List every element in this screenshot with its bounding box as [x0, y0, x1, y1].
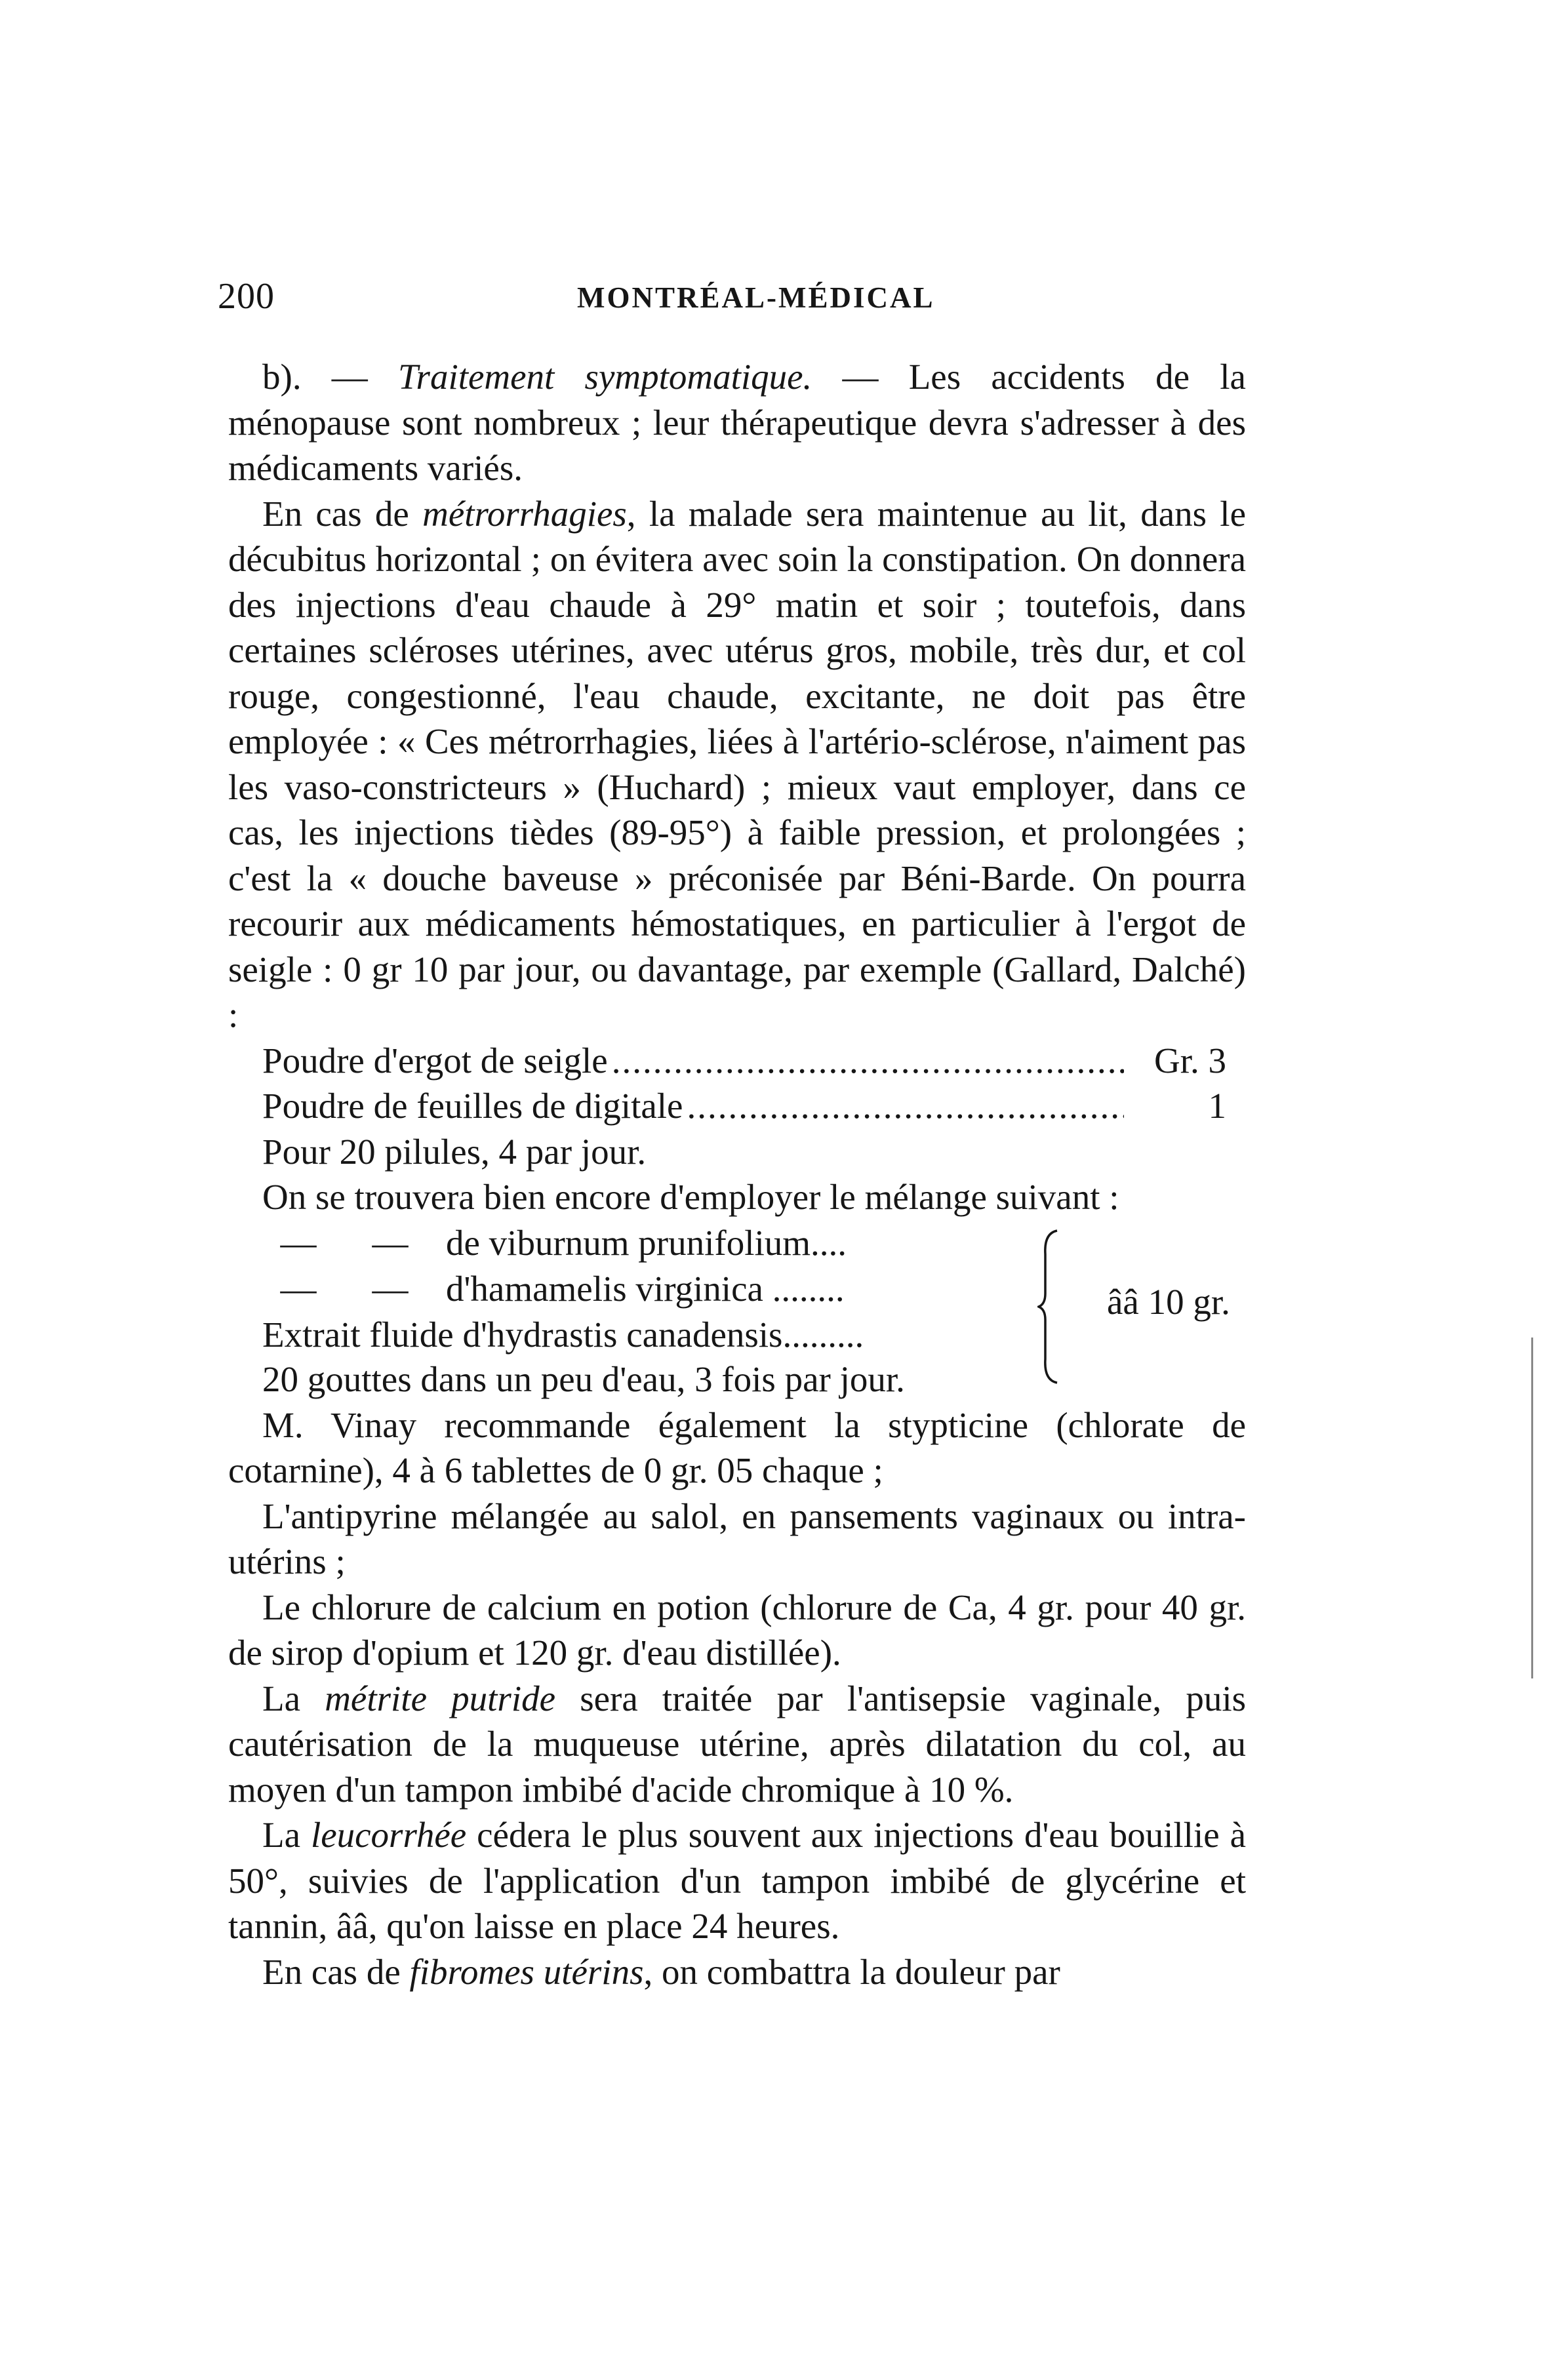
paragraph-text: , on combattra la douleur par — [643, 1951, 1060, 1992]
paragraph-metrite — [228, 1676, 1246, 1813]
emphasis-term: leucorrhée — [310, 1815, 467, 1855]
paragraph-leucorrhee — [228, 1812, 1246, 1949]
formula-row — [262, 1220, 847, 1266]
paragraph-text: sera traitée par l'antisepsie vaginale, puis cautérisation de la muqueuse utérine, après dilatation du col, au moyen d'un tampon imbibé d'acide chromique à 10 %. — [228, 1678, 1247, 1810]
paragraph-text: En cas de — [262, 1951, 410, 1992]
ingredient-quantity: Gr. 3 — [1154, 1040, 1226, 1081]
paragraph-text: — Les accidents de la ménopause sont nombreux ; leur thérapeutique devra s'adresser à des médicaments variés. — [228, 357, 1246, 488]
ditto-dash: — — [280, 1222, 317, 1263]
paragraph-antipyrine: L'antipyrine mélangée au salol, en pansements vaginaux ou intra-utérins ; — [228, 1496, 1246, 1581]
paragraph-text: En cas de — [262, 493, 423, 534]
scan-edge-line — [1531, 1338, 1533, 1678]
ingredient-quantity: 1 — [1208, 1086, 1226, 1126]
dot-leader — [612, 1038, 1124, 1084]
curly-brace-icon — [1037, 1228, 1064, 1385]
prescription-note: Pour 20 pilules, 4 par jour. — [262, 1131, 647, 1172]
paragraph-text: cédera le plus souvent aux injections d'eau bouillie à 50°, suivies de l'application d'un tampon imbibé de glycérine et tannin, ââ, qu'on laisse en place 24 heures. — [228, 1815, 1246, 1946]
paragraph-calcium: Le chlorure de calcium en potion (chlorure de Ca, 4 gr. pour 40 gr. de sirop d'opium et 120 gr. d'eau distillée). — [228, 1587, 1246, 1673]
ingredient-label: de viburnum prunifolium.... — [446, 1222, 847, 1263]
page-number: 200 — [218, 276, 275, 317]
dot-leader — [687, 1083, 1124, 1129]
dose-quantity: ââ 10 gr. — [1107, 1281, 1230, 1322]
prescription-line — [262, 1083, 1246, 1129]
emphasis-term: fibromes utérins — [409, 1951, 644, 1992]
paragraph-melange: On se trouvera bien encore d'employer le mélange suivant : — [262, 1177, 1119, 1217]
formula-row — [262, 1312, 864, 1358]
ditto-dash: — — [372, 1268, 409, 1309]
paragraph-vinay: M. Vinay recommande également la stypticine (chlorate de cotarnine), 4 à 6 tablettes de 0 gr. 05 chaque ; — [228, 1404, 1246, 1490]
ditto-dash: — — [372, 1222, 409, 1263]
emphasis-term: métrorrhagies — [422, 493, 627, 534]
prescription-line — [262, 1038, 1246, 1084]
paragraph-metrorrhagies — [228, 491, 1246, 1038]
ditto-dash: — — [280, 1268, 317, 1309]
ingredient-label: d'hamamelis virginica ........ — [446, 1268, 845, 1309]
section-label: b). — — [262, 357, 398, 397]
formula-row — [262, 1266, 845, 1312]
paragraph-text: La — [262, 1815, 311, 1855]
prescription-ergot — [228, 1038, 1246, 1129]
ingredient-label: Extrait fluide d'hydrastis canadensis......... — [262, 1314, 864, 1355]
emphasis-term: métrite putride — [325, 1678, 556, 1718]
prescription-mixture — [228, 1220, 1246, 1402]
ingredient-label: Poudre d'ergot de seigle — [262, 1040, 608, 1081]
formula-note: 20 gouttes dans un peu d'eau, 3 fois par jour. — [262, 1359, 905, 1399]
section-heading: Traitement symptomatique. — [397, 357, 812, 397]
ingredient-label: Poudre de feuilles de digitale — [262, 1086, 683, 1126]
body-text — [228, 354, 1246, 1994]
paragraph-text: La — [262, 1678, 325, 1718]
paragraph-fibromes — [228, 1949, 1246, 1995]
running-title: MONTRÉAL-MÉDICAL — [577, 281, 935, 314]
paragraph-text: , la malade sera maintenue au lit, dans le décubitus horizontal ; on évitera avec soin la constipation. On donnera des injections d'eau chaude à 29° matin et soir ; toutefois, dans certaines scléroses utérines, avec utérus gros, mobile, très dur, et col rouge, congestionné, l'eau chaude, excitante, ne doit pas être employée : « Ces métrorrhagies, liées à l'artério-sclérose, n'aiment pas les vaso-constricteurs » (Huchard) ; mieux vaut employer, dans ce cas, les injections tièdes (89-95°) à faible pression, et prolongées ; c'est la « douche baveuse » préconisée par Béni-Barde. On pourra recourir aux médicaments hémostatiques, en particulier à l'ergot de seigle : 0 gr 10 par jour, ou davantage, par exemple (Gallard, Dalché) : — [228, 493, 1246, 1035]
paragraph-traitement — [228, 354, 1246, 491]
